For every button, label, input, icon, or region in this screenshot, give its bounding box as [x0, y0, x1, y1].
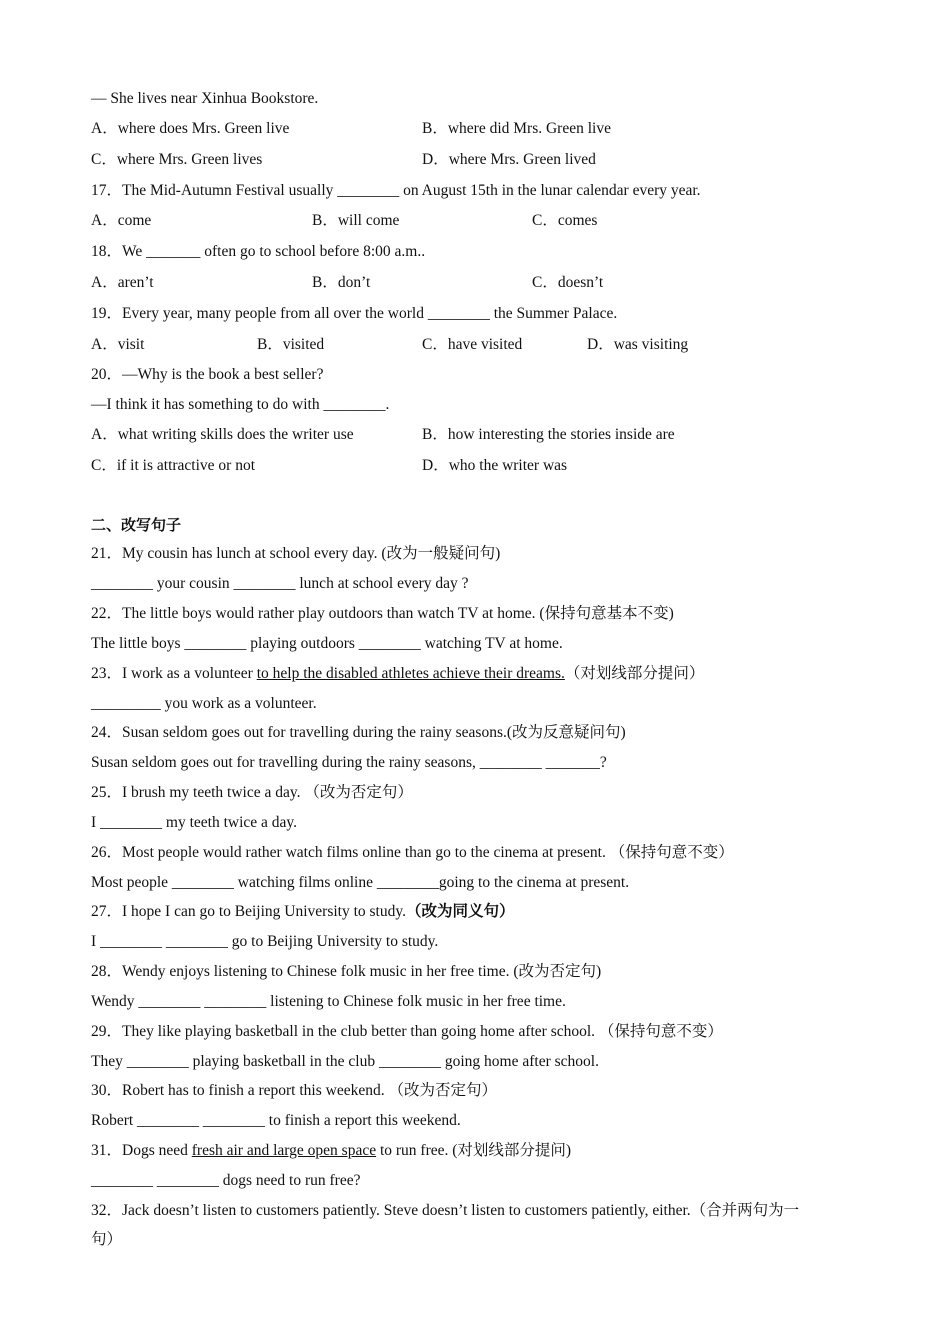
q19-stem: 19．Every year, many people from all over the world ________ the Summer Palace.	[91, 305, 618, 322]
q18-stem: 18．We _______ often go to school before 8:00 a.m..	[91, 243, 426, 260]
q30-answer-line: Robert ________ ________ to finish a report this weekend.	[91, 1112, 461, 1129]
q24-stem: 24．Susan seldom goes out for travelling during the rainy seasons.(改为反意疑问句)	[91, 724, 626, 741]
q32-stem: 32．Jack doesn’t listen to customers patiently. Steve doesn’t listen to customers patiently, either.（合并两句为一	[91, 1202, 800, 1219]
q17-option-b: B．will come	[312, 212, 400, 229]
q23-stem	[91, 663, 704, 685]
q26-answer-line: Most people ________ watching films online ________going to the cinema at present.	[91, 874, 630, 891]
q30-stem: 30．Robert has to finish a report this weekend. （改为否定句）	[91, 1082, 497, 1099]
q20-option-c: C．if it is attractive or not	[91, 457, 256, 474]
q28-stem: 28．Wendy enjoys listening to Chinese folk music in her free time. (改为否定句)	[91, 963, 602, 980]
q28-answer-line: Wendy ________ ________ listening to Chinese folk music in her free time.	[91, 993, 566, 1010]
q23-underlined-part: to help the disabled athletes achieve their dreams.	[256, 665, 565, 682]
q27-instruction: （改为同义句）	[405, 903, 515, 920]
q19-option-a: A．visit	[91, 336, 145, 353]
q16-option-d: D．where Mrs. Green lived	[422, 151, 596, 168]
q31-instruction: to run free. (对划线部分提问)	[376, 1142, 572, 1159]
q20-option-a: A．what writing skills does the writer use	[91, 426, 354, 443]
q23-instruction: （对划线部分提问）	[564, 665, 705, 682]
q19-option-d: D．was visiting	[587, 336, 689, 353]
q25-stem: 25．I brush my teeth twice a day. （改为否定句）	[91, 784, 413, 801]
q23-answer-line: _________ you work as a volunteer.	[91, 695, 317, 712]
q18-option-b: B．don’t	[312, 274, 371, 291]
q18-option-c: C．doesn’t	[532, 274, 604, 291]
q31-stem	[91, 1140, 571, 1162]
q20-option-b: B．how interesting the stories inside are	[422, 426, 675, 443]
q27-stem-text: 27．I hope I can go to Beijing University to study.	[91, 903, 406, 920]
section-title: 二、改写句子	[91, 516, 182, 534]
q31-answer-line: ________ ________ dogs need to run free?	[91, 1172, 361, 1189]
q16-answer-line: — She lives near Xinhua Bookstore.	[91, 90, 319, 107]
q32-stem-continued: 句）	[91, 1231, 123, 1248]
q17-stem: 17．The Mid-Autumn Festival usually ________ on August 15th in the lunar calendar every year.	[91, 182, 701, 199]
q22-stem: 22．The little boys would rather play outdoors than watch TV at home. (保持句意基本不变)	[91, 605, 674, 622]
q24-answer-line: Susan seldom goes out for travelling during the rainy seasons, ________ _______?	[91, 754, 607, 771]
q27-stem	[91, 901, 515, 923]
q22-answer-line: The little boys ________ playing outdoors ________ watching TV at home.	[91, 635, 563, 652]
q17-option-a: A．come	[91, 212, 152, 229]
q21-stem: 21．My cousin has lunch at school every day. (改为一般疑问句)	[91, 545, 501, 562]
q29-answer-line: They ________ playing basketball in the club ________ going home after school.	[91, 1053, 599, 1070]
q17-option-c: C．comes	[532, 212, 598, 229]
q26-stem: 26．Most people would rather watch films online than go to the cinema at present. （保持句意不变）	[91, 844, 734, 861]
q23-stem-text: 23．I work as a volunteer	[91, 665, 257, 682]
q31-underlined-part: fresh air and large open space	[191, 1142, 377, 1159]
q31-stem-text: 31．Dogs need	[91, 1142, 192, 1159]
q18-option-a: A．aren’t	[91, 274, 154, 291]
q20-stem: 20．—Why is the book a best seller?	[91, 366, 324, 383]
q19-option-b: B．visited	[257, 336, 325, 353]
q16-option-c: C．where Mrs. Green lives	[91, 151, 263, 168]
q20-line2: —I think it has something to do with ________.	[91, 396, 390, 413]
q16-option-b: B．where did Mrs. Green live	[422, 120, 611, 137]
q27-answer-line: I ________ ________ go to Beijing University to study.	[91, 933, 439, 950]
q29-stem: 29．They like playing basketball in the club better than going home after school. （保持句意不变）	[91, 1023, 723, 1040]
q20-option-d: D．who the writer was	[422, 457, 568, 474]
q21-answer-line: ________ your cousin ________ lunch at school every day ?	[91, 575, 469, 592]
q19-option-c: C．have visited	[422, 336, 523, 353]
q25-answer-line: I ________ my teeth twice a day.	[91, 814, 298, 831]
q16-option-a: A．where does Mrs. Green live	[91, 120, 290, 137]
